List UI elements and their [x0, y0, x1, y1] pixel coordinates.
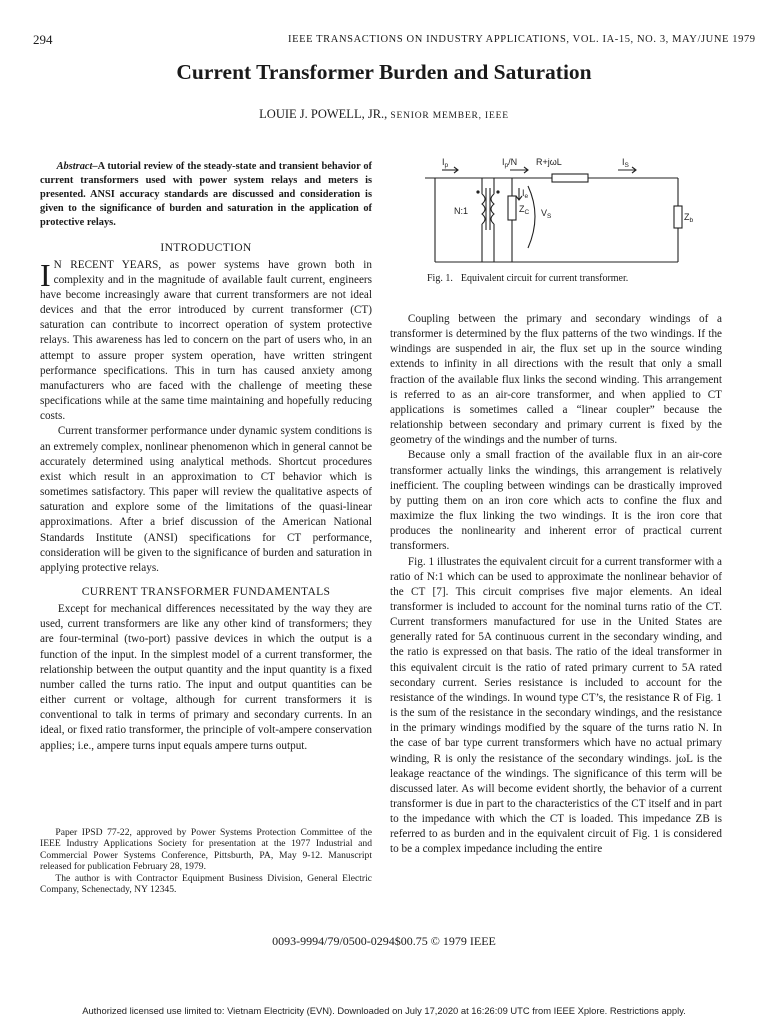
- footnote-paragraph-2: The author is with Contractor Equipment Business Division, General Electric Company, Schenectady, NY 12345.: [40, 872, 372, 896]
- fundamentals-paragraph-1: Except for mechanical differences necessitated by the way they are used, current transformers are like any other kind of transformers; they are four-terminal (two-port) passive devices in which the output is a function of the input. In the simplest model of a current transformer, the relationship between the output quantity and the input quantity is a fixed number called the turns ratio. The input and output quantities can be either current or voltage, although for current transformers it is conventional to talk in terms of primary and secondary currents. In an ideal, or fixed ratio transformer, the principle of volt-ampere conservation applies; i.e., ampere turns input equals ampere turns output.: [40, 603, 372, 752]
- equivalent-circuit-figure: [420, 152, 694, 267]
- copyright-line: 0093-9994/79/0500-0294$00.75 © 1979 IEEE: [272, 934, 496, 948]
- intro-paragraph-1-text: N RECENT YEARS, as power systems have grown both in complexity and in the magnitude of available fault current, engineers have become increasingly aware that current transformers are not ideal devices and that the error introduced by current transformer (CT) saturation can contribute to incorrect operation of system protective relays. This awareness has led to concern on the part of users who, in an attempt to assure proper system operation, have written stringent performance specifications. This in turn has caused anxiety among manufacturers who are faced with the challenge of meeting these specifications while at the same time maintaining and hopefully reducing costs.: [40, 258, 372, 423]
- label-turns-ratio: N:1: [454, 206, 469, 216]
- paper-title: Current Transformer Burden and Saturation: [176, 60, 592, 84]
- label-secondary-voltage: $V_S$: [541, 208, 552, 220]
- polarity-dot-secondary: [496, 190, 499, 193]
- label-exciting-current: $I_e$: [522, 188, 529, 200]
- voltage-arc: [528, 186, 535, 248]
- right-paragraph-3: Fig. 1 illustrates the equivalent circuit for a current transformer with a ratio of N:1 which can be used to approximate the nonlinear behavior of the CT [7]. This circuit comprises five major elements. An ideal transformer is included to account for the nominal turns ratio of the CT. Current transformers manufactured for use in the United States are generally rated for 5A continuous current in the secondary winding, and the ratio is expressed on that basis. The ratio of the ideal transformer in this equivalent circuit is the ratio of rated primary current to 5A rated secondary current. Series resistance is included to account for the resistance of the windings. In wound type CT’s, the resistance R of Fig. 1 is the sum of the resistance in the secondary windings, and the resistance in the primary windings modified by the square of the turns ratio N. In the case of bar type current transformers which have no actual primary winding, R is only the resistance of the secondary windings. jωL is the leakage reactance of the windings. The significance of this term will be discussed later. As will become evident shortly, the behavior of a current transformer is due in part to the characteristics of the CT itself and in part to the impedance with which the CT is loaded. This impedance ZB is referred to as burden and in the equivalent circuit of Fig. 1 is considered to be a complex impedance including the entire: [390, 555, 722, 856]
- download-notice: Authorized licensed use limited to: Vietnam Electricity (EVN). Downloaded on July 17,2020 at 16:26:09 UTC from IEEE Xplore. Restrictions apply.: [82, 1005, 686, 1016]
- intro-paragraph-2: Current transformer performance under dynamic system conditions is an extremely complex, nonlinear phenomenon which in general cannot be accurately determined using analytical methods. Shortcut procedures exist which result in an approximation to CT behavior which is sometimes satisfactory. This paper will review the qualitative aspects of saturation and explore some of the limitations of the quasi-linear approximations. After a brief discussion of the American National Standards Institute (ANSI) specifications for CT performance, consideration will be given to the significance of burden and saturation in applying protective relays.: [40, 425, 372, 574]
- abstract: [40, 160, 372, 230]
- abstract-text: –A tutorial review of the steady-state and transient behavior of current transformers used with power system relays and meters is presented. ANSI accuracy standards are discussed and consideration is given to the significance of burden and saturation in the application of protective relays.: [40, 161, 372, 228]
- label-referred-current: $I_p/N$: [502, 157, 518, 169]
- abstract-label: Abstract: [56, 161, 93, 172]
- label-primary-current: $I_p$: [442, 157, 449, 169]
- page-number: 294: [33, 32, 53, 47]
- right-paragraph-2: Because only a small fraction of the available flux in an air-core transformer actually links the windings, this arrangement is relatively inefficient. The coupling between windings can be drastically improved by putting them on an iron core which acts to confine the flux and maximize the flux linking the two windings. It is the iron core that produces the nonlinearity and inherent error of practical current transformers.: [390, 449, 722, 553]
- right-paragraph-1: Coupling between the primary and secondary windings of a transformer is determined by the flux patterns of the two windings. If the windings are suspended in air, the flux set up in the source winding extends to infinity in all directions with the result that only a small fraction of the available flux links the second winding. This arrangement is referred to as an air-core transformer, and when applied to CT applications is sometimes called a “linear coupler” because the relationship between secondary and primary current is fixed by the geometry of the windings and the number of turns.: [390, 313, 722, 447]
- running-header: IEEE TRANSACTIONS ON INDUSTRY APPLICATIONS, VOL. IA-15, NO. 3, MAY/JUNE 1979: [288, 34, 756, 45]
- series-impedance-box: [552, 174, 588, 182]
- section-heading-fundamentals: CURRENT TRANSFORMER FUNDAMENTALS: [81, 584, 331, 598]
- left-column: [40, 160, 372, 754]
- figure-caption-text: Equivalent circuit for current transformer.: [460, 273, 629, 284]
- primary-winding: [482, 194, 485, 224]
- drop-cap: I: [40, 256, 51, 293]
- intro-paragraph-1: [40, 258, 372, 425]
- label-secondary-current: $I_S$: [622, 157, 629, 169]
- burden-impedance-box: [674, 206, 682, 228]
- right-column: [390, 312, 722, 858]
- footnote: [40, 827, 372, 895]
- footnote-paragraph-1: Paper IPSD 77-22, approved by Power Systems Protection Committee of the IEEE Industry Applications Society for presentation at the 1977 Industrial and Commercial Power Systems Conference, Pittsburth, PA, May 9-12. Manuscript released for publication February 28, 1979.: [40, 827, 372, 873]
- label-series-impedance: R+jωL: [536, 157, 562, 167]
- polarity-dot-primary: [476, 190, 479, 193]
- section-heading-introduction: INTRODUCTION: [160, 240, 252, 254]
- figure-caption-label: Fig. 1.: [427, 273, 453, 284]
- magnetizing-impedance-box: [508, 196, 516, 220]
- author-name: LOUIE J. POWELL, JR.,: [259, 107, 388, 121]
- author-affiliation: SENIOR MEMBER, IEEE: [390, 111, 509, 121]
- secondary-winding: [491, 194, 494, 224]
- label-burden-impedance: $Z_b$: [684, 212, 694, 224]
- author-line: [0, 107, 768, 122]
- figure-caption: [427, 273, 628, 284]
- label-core-impedance: $Z_C$: [519, 204, 530, 216]
